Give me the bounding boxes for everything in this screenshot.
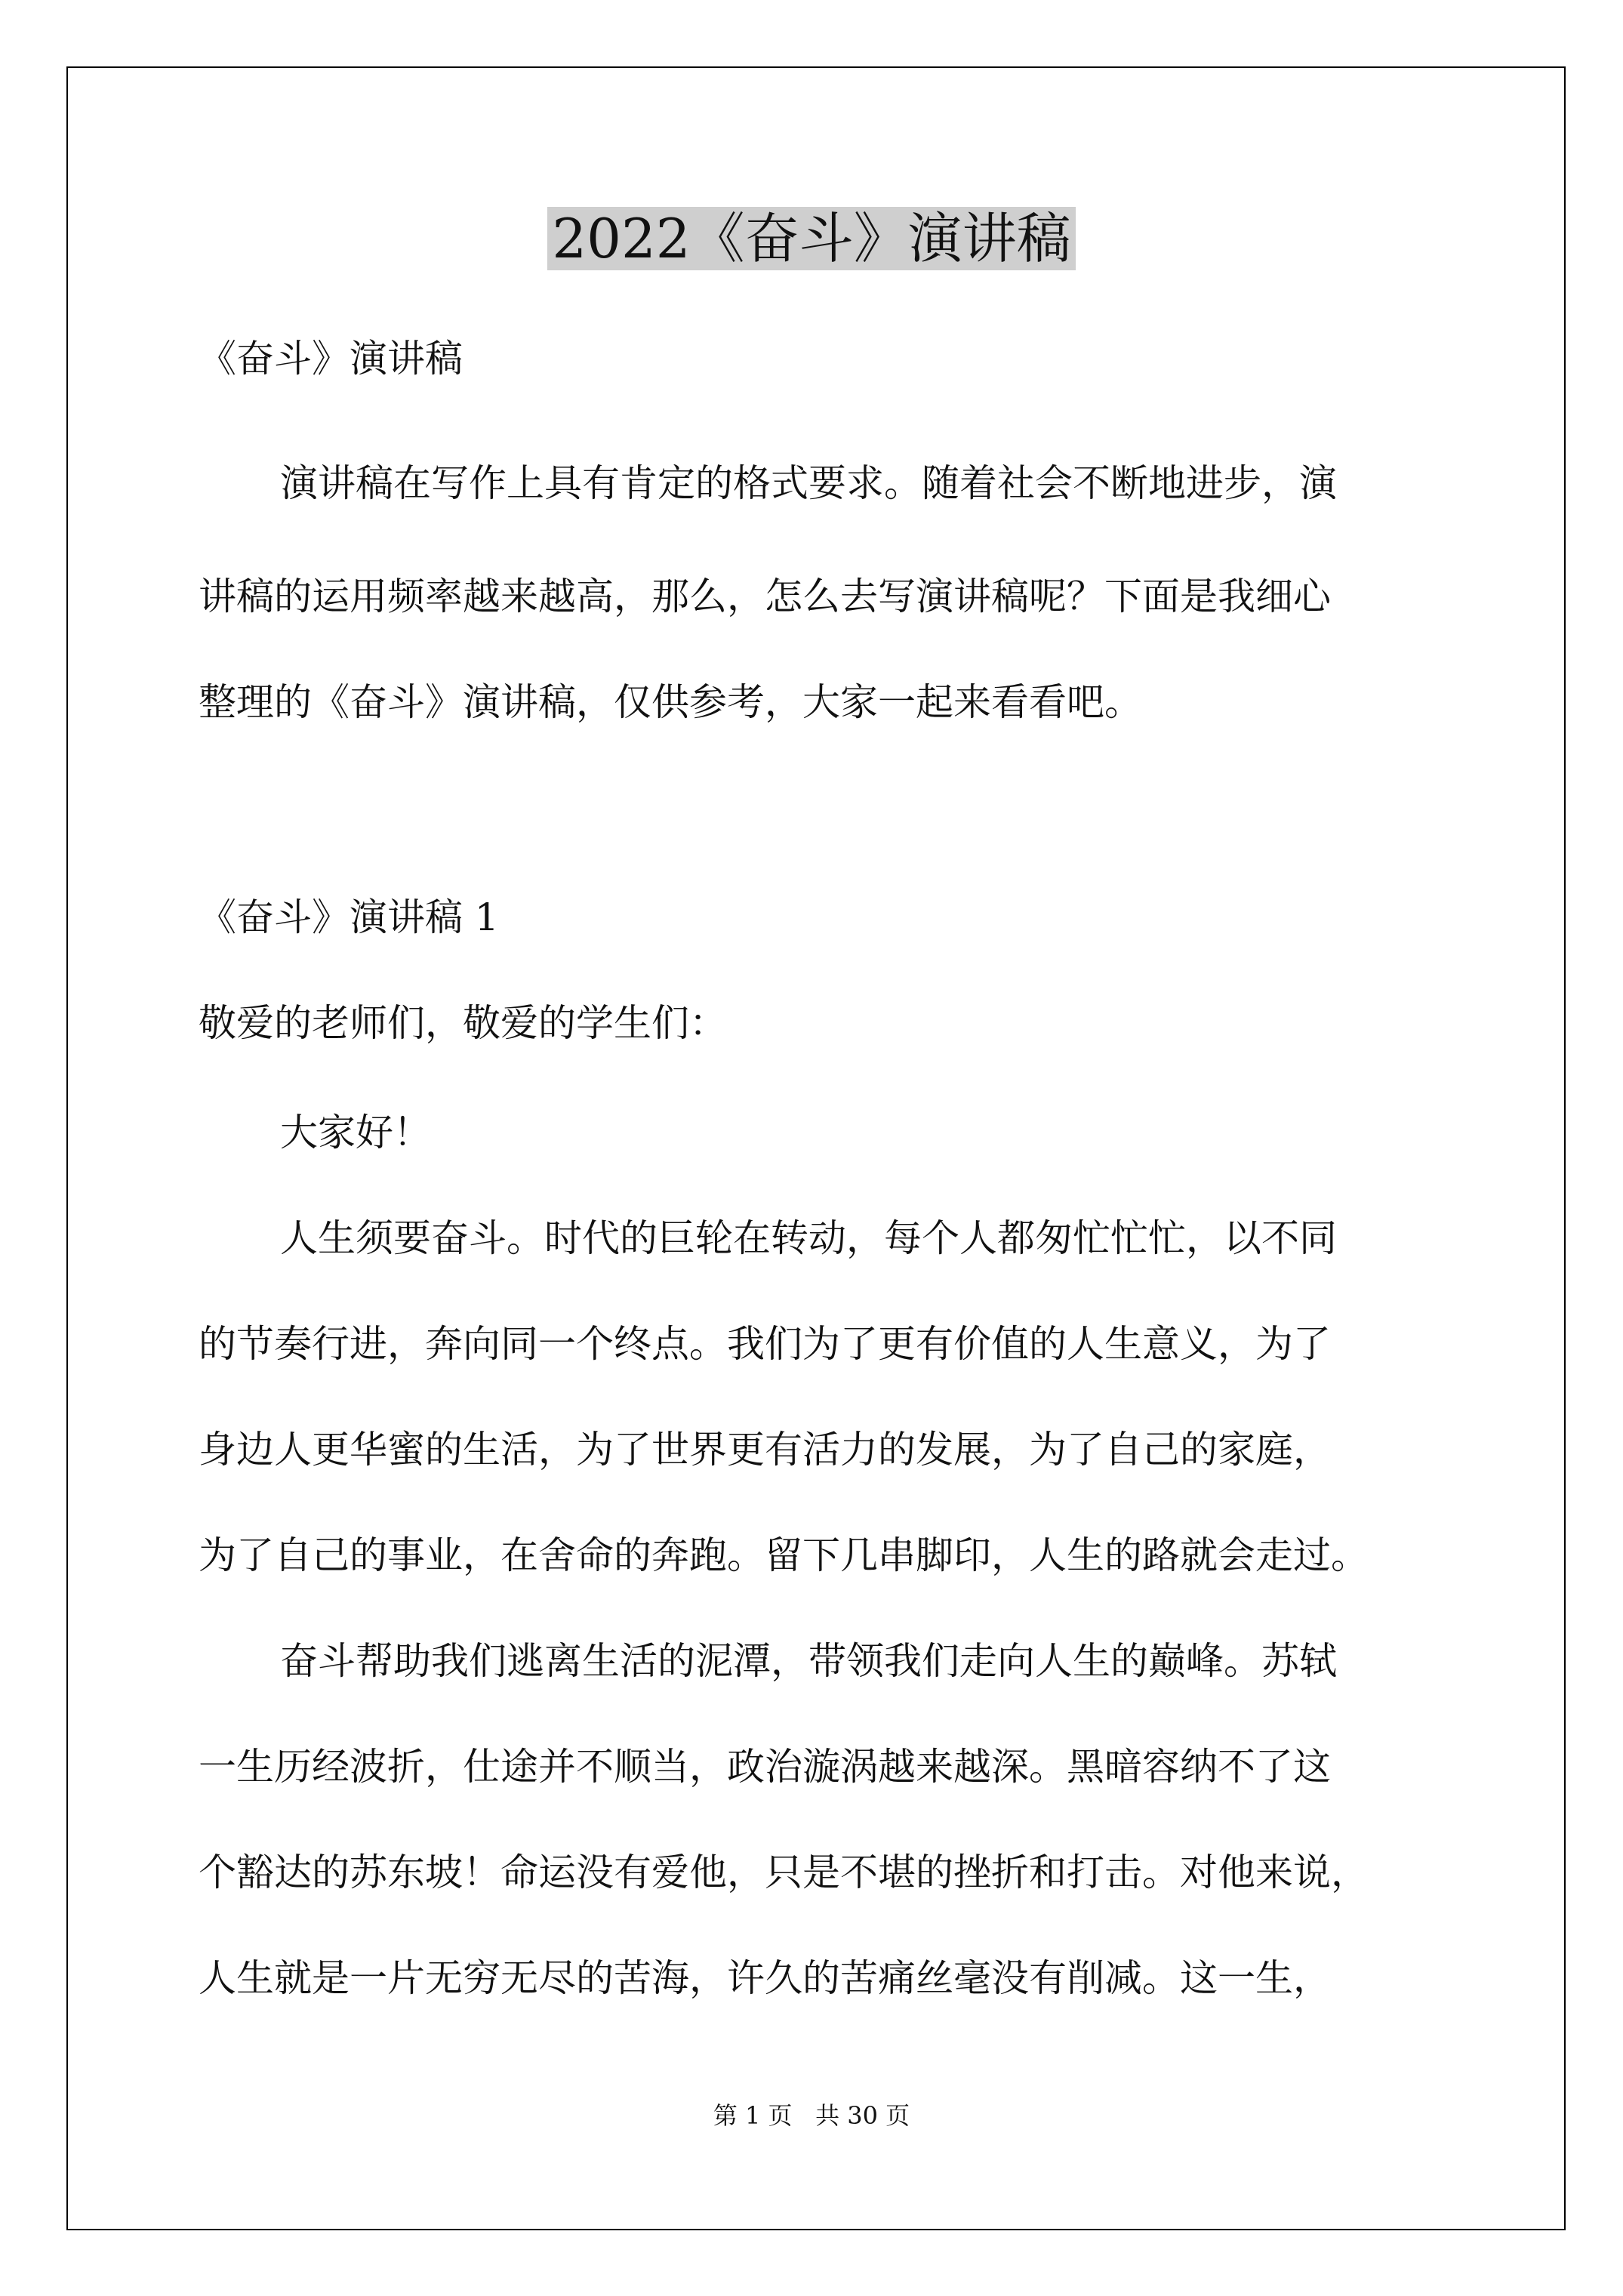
paragraph-line: 讲稿的运用频率越来越高，那么，怎么去写演讲稿呢？下面是我细心 [199,575,1331,618]
paragraph-line: 奋斗帮助我们逃离生活的泥潭，带领我们走向人生的巅峰。苏轼 [280,1639,1337,1683]
paragraph-line: 演讲稿在写作上具有肯定的格式要求。随着社会不断地进步，演 [280,461,1337,505]
paragraph-line: 个豁达的苏东坡！命运没有爱他，只是不堪的挫折和打击。对他来说， [199,1851,1369,1894]
subtitle: 《奋斗》演讲稿 [199,337,463,381]
paragraph-line: 一生历经波折，仕途并不顺当，政治漩涡越来越深。黑暗容纳不了这 [199,1745,1331,1789]
paragraph-line: 为了自己的事业，在舍命的奔跑。留下几串脚印，人生的路就会走过。 [199,1533,1369,1577]
salutation: 敬爱的老师们，敬爱的学生们： [199,1001,727,1045]
paragraph-line: 身边人更华蜜的生活，为了世界更有活力的发展，为了自己的家庭， [199,1428,1331,1472]
section-heading: 《奋斗》演讲稿 1 [199,895,499,939]
page-footer: 第 1 页 共 30 页 [713,2101,910,2130]
paragraph-line: 人生须要奋斗。时代的巨轮在转动，每个人都匆忙忙忙，以不同 [280,1216,1337,1260]
paragraph-line: 人生就是一片无穷无尽的苦海，许久的苦痛丝毫没有削减。这一生， [199,1956,1331,2000]
paragraph-line: 整理的《奋斗》演讲稿，仅供参考，大家一起来看看吧。 [199,680,1142,724]
paragraph-line: 的节奏行进，奔向同一个终点。我们为了更有价值的人生意义，为了 [199,1322,1331,1366]
greeting: 大家好！ [280,1111,431,1154]
document-title [0,201,1623,276]
title-text: 2022《奋斗》演讲稿 [547,207,1075,270]
